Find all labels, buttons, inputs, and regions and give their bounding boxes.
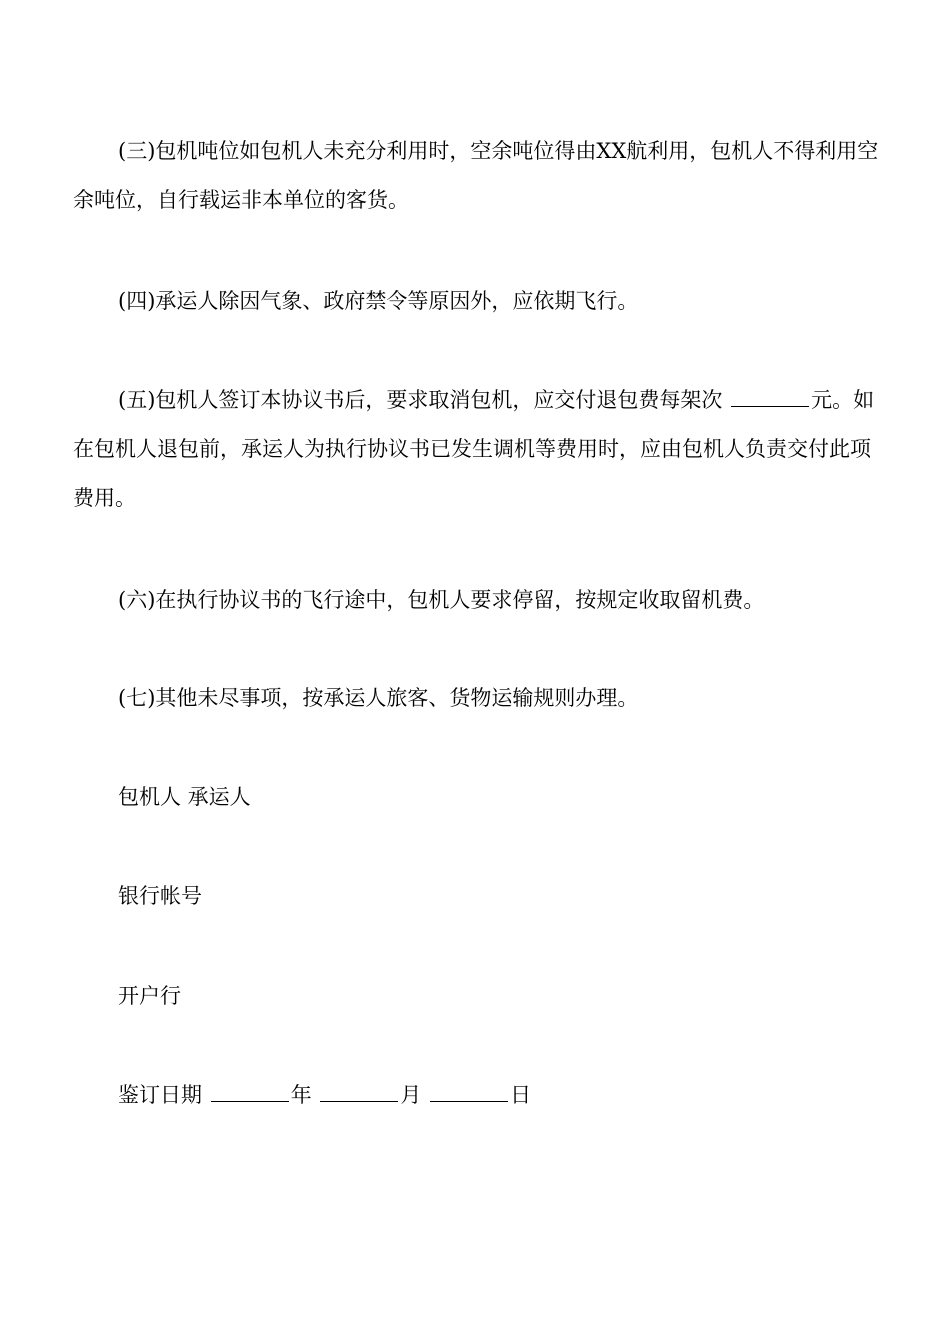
- date-label: 鉴订日期: [118, 1083, 202, 1107]
- day-label: 日: [510, 1083, 532, 1107]
- clause-5-text-start: (五)包机人签订本协议书后，要求取消包机，应交付退包费每架次: [118, 388, 723, 412]
- sign-date-line: [118, 1071, 531, 1120]
- year-blank: [211, 1085, 289, 1102]
- year-label: 年: [290, 1083, 312, 1107]
- fee-blank: [731, 390, 809, 407]
- clause-5-text-end: 元。如在包机人退包前，承运人为执行协议书已发生调机等费用时，应由包机人负责交付此项费用。: [73, 388, 875, 510]
- bank-account-label: 银行帐号: [118, 884, 202, 908]
- clause-6: (六)在执行协议书的飞行途中，包机人要求停留，按规定收取留机费。: [118, 588, 765, 612]
- month-blank: [320, 1085, 398, 1102]
- clause-5: [73, 376, 885, 523]
- month-label: 月: [400, 1083, 422, 1107]
- day-blank: [430, 1085, 508, 1102]
- bank-label: 开户行: [118, 984, 181, 1008]
- clause-4: (四)承运人除因气象、政府禁令等原因外，应依期飞行。: [118, 289, 639, 313]
- clause-3: (三)包机吨位如包机人未充分利用时，空余吨位得由XX航利用，包机人不得利用空余吨位，自行载运非本单位的客货。: [73, 139, 879, 212]
- clause-7: (七)其他未尽事项，按承运人旅客、货物运输规则办理。: [118, 686, 639, 710]
- parties-line: 包机人 承运人: [118, 785, 251, 809]
